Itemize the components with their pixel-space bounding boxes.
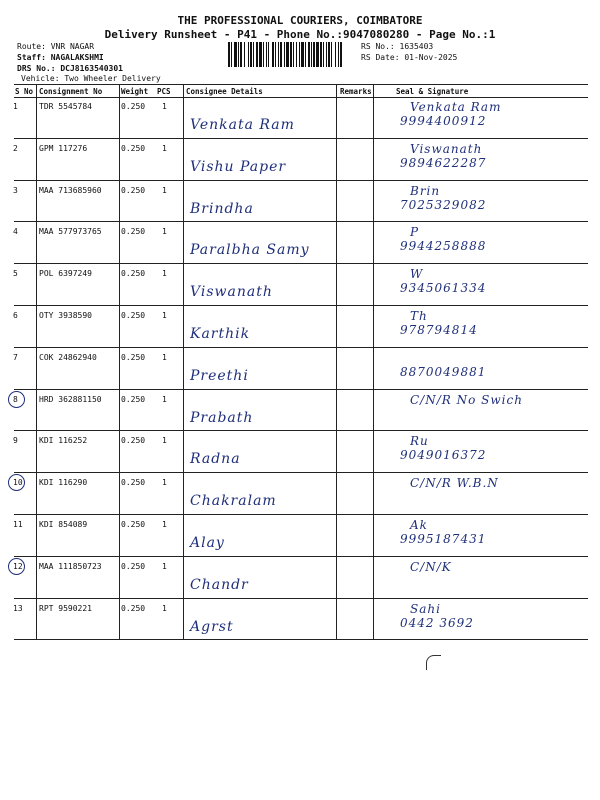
- column-header-remarks: Remarks: [340, 87, 372, 96]
- row-sno: 2: [13, 143, 18, 153]
- table-header-rule: [14, 97, 588, 98]
- consignment-number: KDI 116252: [39, 436, 88, 446]
- column-header-pcs: PCS: [157, 87, 171, 96]
- signature-handwriting: Ru: [410, 434, 429, 449]
- signature-handwriting: Viswanath: [410, 141, 483, 156]
- phone-handwriting: 9994400912: [400, 114, 487, 128]
- phone-handwriting: 7025329082: [400, 197, 487, 212]
- vehicle-label: Vehicle: Two Wheeler Delivery: [21, 74, 161, 83]
- route-label: Route: VNR NAGAR: [17, 42, 95, 51]
- staff-label: Staff:: [17, 53, 46, 62]
- phone-handwriting: 9894622287: [400, 155, 487, 170]
- row-sno: 13: [13, 603, 23, 613]
- ink-mark: [426, 655, 441, 670]
- column-header-weight: Weight: [121, 87, 149, 96]
- phone-handwriting: 9345061334: [400, 281, 487, 296]
- phone-handwriting: 9049016372: [400, 448, 487, 463]
- row-divider: [14, 472, 588, 473]
- weight-value: 0.250: [121, 227, 146, 237]
- consignment-number: KDI 116290: [39, 478, 88, 488]
- pcs-value: 1: [162, 311, 167, 320]
- pcs-value: 1: [162, 520, 167, 529]
- weight-value: 0.250: [121, 143, 146, 153]
- pcs-value: 1: [162, 352, 167, 362]
- weight-value: 0.250: [121, 185, 146, 195]
- consignment-number: COK 24862940: [39, 352, 97, 362]
- pcs-value: 1: [162, 227, 167, 237]
- consignee-handwriting: Chandr: [190, 576, 249, 593]
- row-sno: 7: [13, 352, 18, 362]
- weight-value: 0.250: [121, 102, 146, 111]
- pcs-value: 1: [162, 478, 167, 488]
- consignee-handwriting: Vishu Paper: [190, 158, 287, 175]
- phone-handwriting: 9944258888: [400, 239, 487, 254]
- signature-handwriting: C/N/R W.B.N: [410, 476, 499, 491]
- pcs-value: 1: [162, 269, 167, 279]
- row-divider: [14, 598, 588, 599]
- drs-number: DRS No.: DCJ8163540301: [17, 64, 123, 73]
- consignee-handwriting: Paralbha Samy: [190, 242, 310, 259]
- signature-handwriting: P: [410, 225, 420, 240]
- weight-value: 0.250: [121, 603, 146, 613]
- row-sno: 12: [13, 561, 23, 571]
- consignee-handwriting: Venkata Ram: [190, 117, 295, 133]
- consignee-handwriting: Karthik: [190, 326, 251, 342]
- consignee-handwriting: Radna: [190, 451, 241, 468]
- staff-name: NAGALAKSHMI: [50, 53, 104, 62]
- pcs-value: 1: [162, 143, 167, 153]
- row-sno: 9: [13, 436, 18, 446]
- row-sno: 6: [13, 311, 18, 320]
- weight-value: 0.250: [121, 478, 146, 488]
- consignment-number: MAA 577973765: [39, 227, 102, 237]
- row-divider: [14, 221, 588, 222]
- phone-handwriting: 978794814: [400, 323, 478, 337]
- row-divider: [14, 138, 588, 139]
- signature-handwriting: C/N/R No Swich: [410, 392, 523, 407]
- consignment-number: TDR 5545784: [39, 102, 92, 111]
- phone-handwriting: 8870049881: [400, 364, 487, 379]
- consignee-handwriting: Chakralam: [190, 493, 277, 510]
- weight-value: 0.250: [121, 311, 146, 320]
- pcs-value: 1: [162, 394, 167, 404]
- staff-line: [17, 53, 104, 62]
- consignee-handwriting: Brindha: [190, 200, 254, 217]
- runsheet-subtitle: Delivery Runsheet - P41 - Phone No.:9047080280 - Page No.:1: [104, 28, 496, 41]
- signature-handwriting: Brin: [410, 183, 441, 198]
- weight-value: 0.250: [121, 436, 146, 446]
- weight-value: 0.250: [121, 269, 146, 279]
- row-divider: [14, 514, 588, 515]
- column-header-sno: S No: [15, 87, 34, 96]
- row-sno: 3: [13, 185, 18, 195]
- row-circle-mark: [8, 474, 25, 491]
- weight-value: 0.250: [121, 352, 146, 362]
- row-sno: 10: [13, 478, 23, 488]
- row-circle-mark: [8, 558, 25, 575]
- column-header-signature: Seal & Signature: [396, 87, 469, 96]
- row-sno: 11: [13, 520, 23, 529]
- consignee-handwriting: Alay: [190, 535, 225, 551]
- consignment-number: POL 6397249: [39, 269, 92, 279]
- row-divider: [14, 430, 588, 431]
- table-top-rule: [14, 84, 588, 85]
- consignment-number: RPT 9590221: [39, 603, 92, 613]
- row-sno: 8: [13, 394, 18, 404]
- weight-value: 0.250: [121, 394, 146, 404]
- row-divider: [14, 389, 588, 390]
- row-sno: 5: [13, 269, 18, 279]
- consignment-number: HRD 362881150: [39, 394, 102, 404]
- consignment-number: MAA 713685960: [39, 185, 102, 195]
- consignment-number: MAA 111850723: [39, 561, 102, 571]
- consignee-handwriting: Prabath: [190, 409, 254, 426]
- row-circle-mark: [8, 391, 25, 408]
- consignee-handwriting: Agrst: [190, 618, 234, 635]
- consignee-handwriting: Preethi: [190, 367, 249, 384]
- consignee-handwriting: Viswanath: [190, 284, 273, 301]
- rs-date: RS Date: 01-Nov-2025: [361, 53, 458, 62]
- weight-value: 0.250: [121, 520, 146, 529]
- phone-handwriting: 9995187431: [400, 532, 487, 546]
- weight-value: 0.250: [121, 561, 146, 571]
- signature-handwriting: Th: [410, 309, 428, 323]
- pcs-value: 1: [162, 561, 167, 571]
- signature-handwriting: Venkata Ram: [410, 100, 502, 114]
- barcode-icon: [228, 42, 354, 67]
- signature-handwriting: Sahi: [410, 601, 441, 616]
- row-divider: [14, 263, 588, 264]
- company-title: THE PROFESSIONAL COURIERS, COIMBATORE: [177, 14, 423, 27]
- row-divider: [14, 556, 588, 557]
- phone-handwriting: 0442 3692: [400, 615, 474, 630]
- consignment-number: OTY 3938590: [39, 311, 92, 320]
- row-divider: [14, 347, 588, 348]
- pcs-value: 1: [162, 603, 167, 613]
- consignment-number: GPM 117276: [39, 143, 88, 153]
- row-divider: [14, 305, 588, 306]
- row-sno: 4: [13, 227, 18, 237]
- signature-handwriting: C/N/K: [410, 559, 452, 574]
- signature-handwriting: Ak: [410, 518, 428, 532]
- pcs-value: 1: [162, 185, 167, 195]
- row-sno: 1: [13, 102, 18, 111]
- signature-handwriting: W: [410, 267, 424, 282]
- row-divider: [14, 639, 588, 640]
- column-header-consignee: Consignee Details: [186, 87, 263, 96]
- rs-number: RS No.: 1635403: [361, 42, 434, 51]
- consignment-number: KDI 854089: [39, 520, 88, 529]
- row-divider: [14, 180, 588, 181]
- pcs-value: 1: [162, 102, 167, 111]
- pcs-value: 1: [162, 436, 167, 446]
- column-header-consignment: Consignment No: [39, 87, 103, 96]
